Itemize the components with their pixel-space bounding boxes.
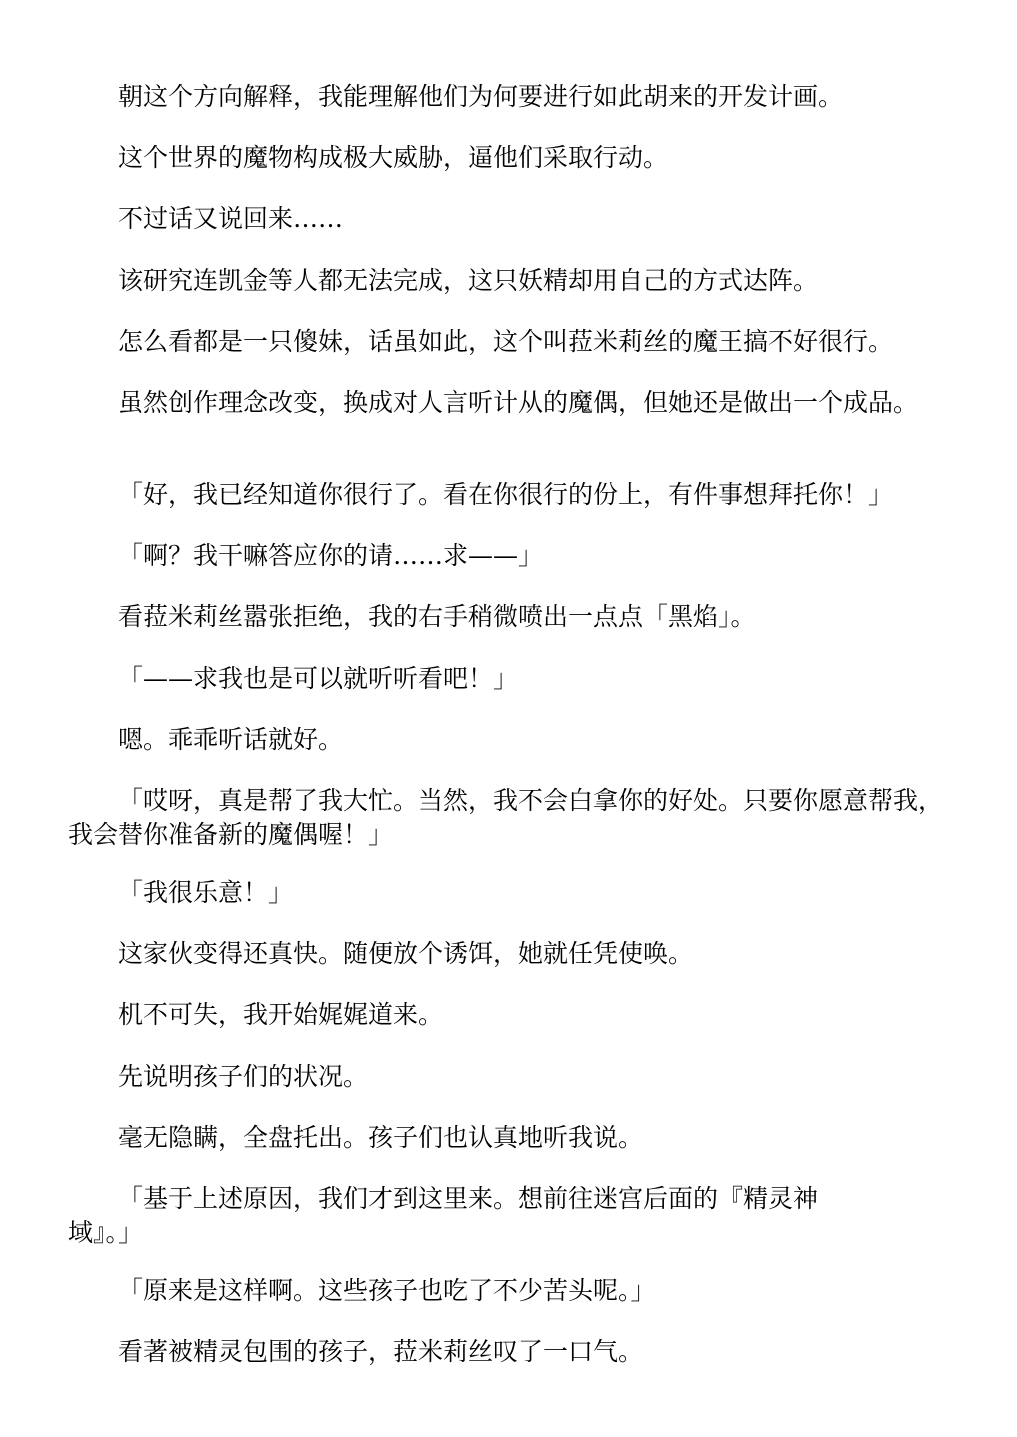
paragraph-14: 这家伙变得还真快。随便放个诱饵，她就任凭使唤。 bbox=[118, 939, 694, 968]
paragraph-13: 「我很乐意！」 bbox=[118, 878, 294, 907]
paragraph-16: 先说明孩子们的状况。 bbox=[118, 1062, 369, 1091]
paragraph-19: 「原来是这样啊。这些孩子也吃了不少苦头呢。」 bbox=[118, 1276, 656, 1305]
paragraph-8: 「啊？我干嘛答应你的请……求——」 bbox=[118, 541, 544, 570]
paragraph-1: 朝这个方向解释，我能理解他们为何要进行如此胡来的开发计画。 bbox=[118, 82, 844, 111]
paragraph-4: 该研究连凯金等人都无法完成，这只妖精却用自己的方式达阵。 bbox=[118, 266, 819, 295]
paragraph-15: 机不可失，我开始娓娓道来。 bbox=[118, 1000, 444, 1029]
paragraph-18: 「基于上述原因，我们才到这里来。想前往迷宫后面的『精灵神域』。」 bbox=[68, 1184, 819, 1247]
paragraph-10: 「——求我也是可以就听听看吧！」 bbox=[118, 664, 519, 693]
paragraph-5: 怎么看都是一只傻妹，话虽如此，这个叫菈米莉丝的魔王搞不好很行。 bbox=[118, 327, 894, 356]
paragraph-9: 看菈米莉丝嚣张拒绝，我的右手稍微喷出一点点「黑焰」。 bbox=[118, 602, 756, 631]
paragraph-20: 看著被精灵包围的孩子，菈米莉丝叹了一口气。 bbox=[118, 1337, 644, 1366]
paragraph-2: 这个世界的魔物构成极大威胁，逼他们采取行动。 bbox=[118, 143, 669, 172]
paragraph-17: 毫无隐瞒，全盘托出。孩子们也认真地听我说。 bbox=[118, 1123, 644, 1152]
paragraph-7: 「好，我已经知道你很行了。看在你很行的份上，有件事想拜托你！」 bbox=[118, 480, 894, 509]
paragraph-12: 「哎呀，真是帮了我大忙。当然，我不会白拿你的好处。只要你愿意帮我，我会替你准备新的魔偶喔！」 bbox=[68, 786, 944, 849]
paragraph-11: 嗯。乖乖听话就好。 bbox=[118, 725, 344, 754]
paragraph-6: 虽然创作理念改变，换成对人言听计从的魔偶，但她还是做出一个成品。 bbox=[118, 388, 919, 417]
paragraph-3: 不过话又说回来…… bbox=[118, 204, 344, 233]
